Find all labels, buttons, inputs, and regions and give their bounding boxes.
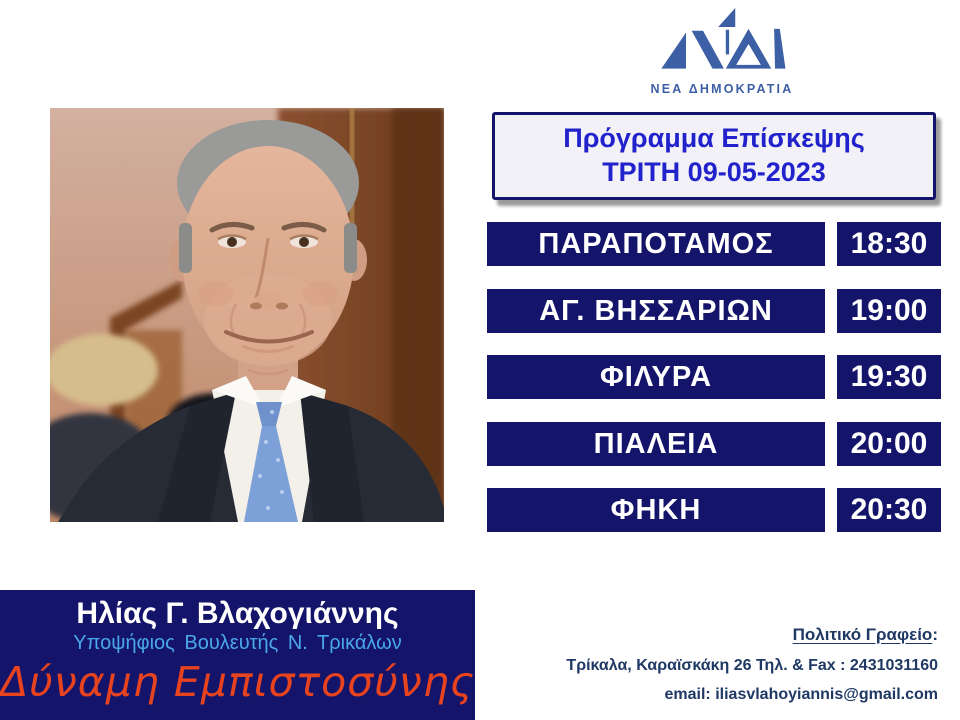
contact-block bbox=[520, 624, 938, 705]
schedule-time: 20:00 bbox=[837, 422, 941, 466]
party-name: ΝΕΑ ΔΗΜΟΚΡΑΤΙΑ bbox=[650, 82, 794, 96]
nea-dimokratia-logo-icon bbox=[652, 8, 792, 80]
party-logo bbox=[632, 8, 812, 96]
schedule-time: 20:30 bbox=[837, 488, 941, 532]
contact-heading-colon: : bbox=[932, 625, 938, 644]
schedule-time: 19:30 bbox=[837, 355, 941, 399]
candidate-name: Ηλίας Γ. Βλαχογιάννης bbox=[76, 597, 399, 630]
schedule-time: 18:30 bbox=[837, 222, 941, 266]
contact-address: Τρίκαλα, Καραϊσκάκη 26 Τηλ. & Fax : 2431031160 bbox=[566, 657, 938, 674]
schedule-place: ΑΓ. ΒΗΣΣΑΡΙΩΝ bbox=[487, 289, 825, 333]
candidate-role: Υποψήφιος Βουλευτής Ν. Τρικάλων bbox=[73, 632, 402, 654]
candidate-portrait-illustration bbox=[50, 108, 444, 522]
candidate-slogan: Δύναμη Εμπιστοσύνης bbox=[0, 658, 475, 706]
candidate-photo bbox=[50, 108, 444, 522]
program-title-box bbox=[492, 112, 936, 200]
schedule-place: ΦΗΚΗ bbox=[487, 488, 825, 532]
schedule-place: ΦΙΛΥΡΑ bbox=[487, 355, 825, 399]
contact-email: email: iliasvlahoyiannis@gmail.com bbox=[664, 686, 938, 703]
candidate-banner bbox=[0, 590, 475, 720]
program-title: Πρόγραμμα Επίσκεψης bbox=[563, 123, 865, 154]
contact-heading bbox=[520, 624, 938, 646]
schedule-place: ΠΙΑΛΕΙΑ bbox=[487, 422, 825, 466]
contact-heading-text: Πολιτικό Γραφείο bbox=[792, 625, 933, 644]
schedule-place: ΠΑΡΑΠΟΤΑΜΟΣ bbox=[487, 222, 825, 266]
schedule-time: 19:00 bbox=[837, 289, 941, 333]
program-date: ΤΡΙΤΗ 09-05-2023 bbox=[602, 157, 826, 187]
